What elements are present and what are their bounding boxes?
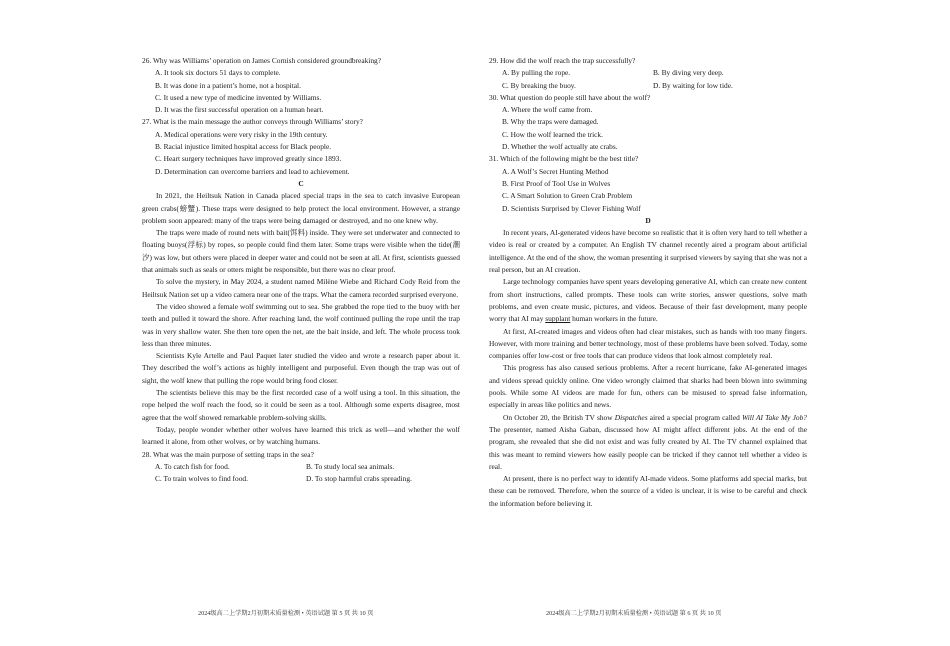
passage-d-paragraph-2 [489,276,807,325]
question-27-option-d: D. Determination can overcome barriers and lead to achievement. [155,166,350,176]
question-29-options-row-1 [489,67,807,79]
question-31-option-d: D. Scientists Surprised by Clever Fishing Wolf [502,203,641,213]
passage-c-paragraph-3: To solve the mystery, in May 2024, a student named Milène Wiebe and Richard Cody Reid from the Heiltsuk Nation set up a video camera near one of the traps. What the camera recorded surprised everyone. [142,277,460,299]
section-d-heading: D [645,215,651,225]
question-28-stem: 28. What was the main purpose of setting traps in the sea? [142,449,314,459]
paragraph-2-text-start: Large technology companies have spent years developing generative AI, which can create new content from short instructions, called prompts. These tools can write stories, answer questions, solve math problems, and even create music, pictures, and videos. Because of their fast development, many people worry that AI may [489,277,807,324]
question-28-option-a: A. To catch fish for food. [155,461,230,471]
question-27-stem: 27. What is the main message the author conveys through Williams’ story? [142,117,363,127]
question-29-option-d: D. By waiting for low tide. [653,80,733,90]
question-31-option-c: C. A Smart Solution to Green Crab Problem [502,191,633,201]
passage-d-paragraph-1: In recent years, AI-generated videos have become so realistic that it is often very hard to tell whether a video is real or created by a computer. An English TV channel recently aired a program about artificial intelligence. At the end of the show, the woman presenting it surprised viewers by saying that she was not a real person, but an AI creation. [489,228,807,275]
left-column [142,55,460,485]
passage-d-paragraph-3: At first, AI-created images and videos often had clear mistakes, such as hands with too many fingers. However, with more training and better technology, most of these problems have been solved. Today, some companies offer low-cost or free tools that can produce videos that look almost completely real. [489,326,807,361]
program-title: Will AI Take My Job? [741,412,807,422]
question-28-options-row-2 [142,473,460,485]
question-26-option-b: B. It was done in a patient’s home, not a hospital. [155,80,301,90]
question-31-option-a: A. A Wolf’s Secret Hunting Method [502,166,609,176]
section-c-heading: C [298,178,304,188]
question-26-option-a: A. It took six doctors 51 days to complete. [155,68,281,78]
question-27-option-b: B. Racial injustice limited hospital access for Black people. [155,142,332,152]
question-26-option-d: D. It was the first successful operation on a human heart. [155,105,324,115]
question-28-options-row-1 [142,461,460,473]
question-29-option-b: B. By diving very deep. [653,68,724,78]
question-30-option-b: B. Why the traps were damaged. [502,117,599,127]
paragraph-5-text-b: aired a special program called [647,412,742,422]
question-30-stem: 30. What question do people still have about the wolf? [489,92,651,102]
question-26-stem: 26. Why was Williams’ operation on James Cornish considered groundbreaking? [142,56,382,65]
paragraph-2-text-end: human workers in the future. [570,314,658,324]
paragraph-5-text-c: The presenter, named Aisha Gaban, discussed how AI might affect different jobs. At the end of the program, she revealed that she did not exist and was fully created by AI. The TV channel explained that this was meant to remind viewers how easily people can be tricked if they cannot tell whether a video is real. [489,424,807,471]
question-28-option-b: B. To study local sea animals. [306,461,395,471]
passage-d-paragraph-6: At present, there is no perfect way to identify AI-made videos. Some platforms add special marks, but these can be removed. Therefore, when the source of a video is unclear, it is wise to be careful and check the information before believing it. [489,474,807,508]
question-31-option-b: B. First Proof of Tool Use in Wolves [502,178,611,188]
passage-c-paragraph-6: The scientists believe this may be the first recorded case of a wolf using a tool. In this situation, the rope helped the wolf reach the food, so it could be seen as a tool. Although some experts disagree, most agree that the wolf showed remarkable problem-solving skills. [142,388,460,422]
question-29-option-c: C. By breaking the buoy. [502,80,576,90]
underlined-word-supplant: supplant [545,314,571,324]
question-29-options-row-2 [489,80,807,92]
right-column [489,55,807,510]
passage-c-paragraph-4: The video showed a female wolf swimming out to sea. She grabbed the rope tied to the buoy with her teeth and pulled it toward the shore. After reaching land, the wolf continued pulling the rope until the trap was in very shallow water. She then tore open the net, ate the bait inside, and left. The whole process took less than three minutes. [142,301,460,348]
passage-d-paragraph-5 [489,412,807,473]
question-27-option-a: A. Medical operations were very risky in the 19th century. [155,129,328,139]
passage-c-paragraph-5: Scientists Kyle Artelle and Paul Paquet later studied the video and wrote a research paper about it. They described the wolf’s actions as highly intelligent and purposeful. Even though the trap was out of sight, the wolf knew that pulling the rope would bring food closer. [142,351,460,385]
passage-c-paragraph-1: In 2021, the Heiltsuk Nation in Canada placed special traps in the sea to catch invasive European green crabs(螃蟹). These traps were designed to help protect the local environment. However, a strange problem soon appeared: many of the traps were being damaged or destroyed, and no one knew why. [142,191,460,225]
question-26-option-c: C. It used a new type of medicine invented by Williams. [155,92,322,102]
question-30-option-a: A. Where the wolf came from. [502,105,593,115]
passage-c-paragraph-2: The traps were made of round nets with bait(饵料) inside. They were set underwater and connected to floating buoys(浮标) by ropes, so people could find them later. Some traps were visible when the tide(潮汐) was low, but others were placed in deeper water and could not be seen at all. At first, scientists guessed that animals such as seals or otters might be responsible, but there was no clear proof. [142,228,460,275]
question-30-option-c: C. How the wolf learned the trick. [502,129,603,139]
question-29-stem: 29. How did the wolf reach the trap successfully? [489,56,636,65]
question-28-option-d: D. To stop harmful crabs spreading. [306,474,412,484]
show-name-dispatches: Dispatches [614,412,648,422]
question-30-option-d: D. Whether the wolf actually ate crabs. [502,142,618,152]
question-28-option-c: C. To train wolves to find food. [155,474,248,484]
page-footer-right: 2024级高二上学期2月初期末质量检测 • 英语试题 第 6 页 共 10 页 [546,610,722,617]
question-27-option-c: C. Heart surgery techniques have improved greatly since 1893. [155,154,342,164]
passage-c-paragraph-7: Today, people wonder whether other wolves have learned this trick as well—and whether the wolf learned it alone, from other wolves, or by watching humans. [142,424,460,447]
page-footer-left: 2024级高二上学期2月初期末质量检测 • 英语试题 第 5 页 共 10 页 [198,610,374,617]
question-29-option-a: A. By pulling the rope. [502,68,571,78]
passage-d-paragraph-4: This progress has also caused serious problems. After a recent hurricane, fake AI-generated images and videos spread quickly online. One video wrongly claimed that sharks had been blown into swimming pools. While some AI videos are made for fun, others can be misused to spread false information, especially in areas like politics and news. [489,363,807,410]
question-31-stem: 31. Which of the following might be the best title? [489,154,639,164]
paragraph-5-text-a: On October 20, the British TV show [503,412,615,422]
